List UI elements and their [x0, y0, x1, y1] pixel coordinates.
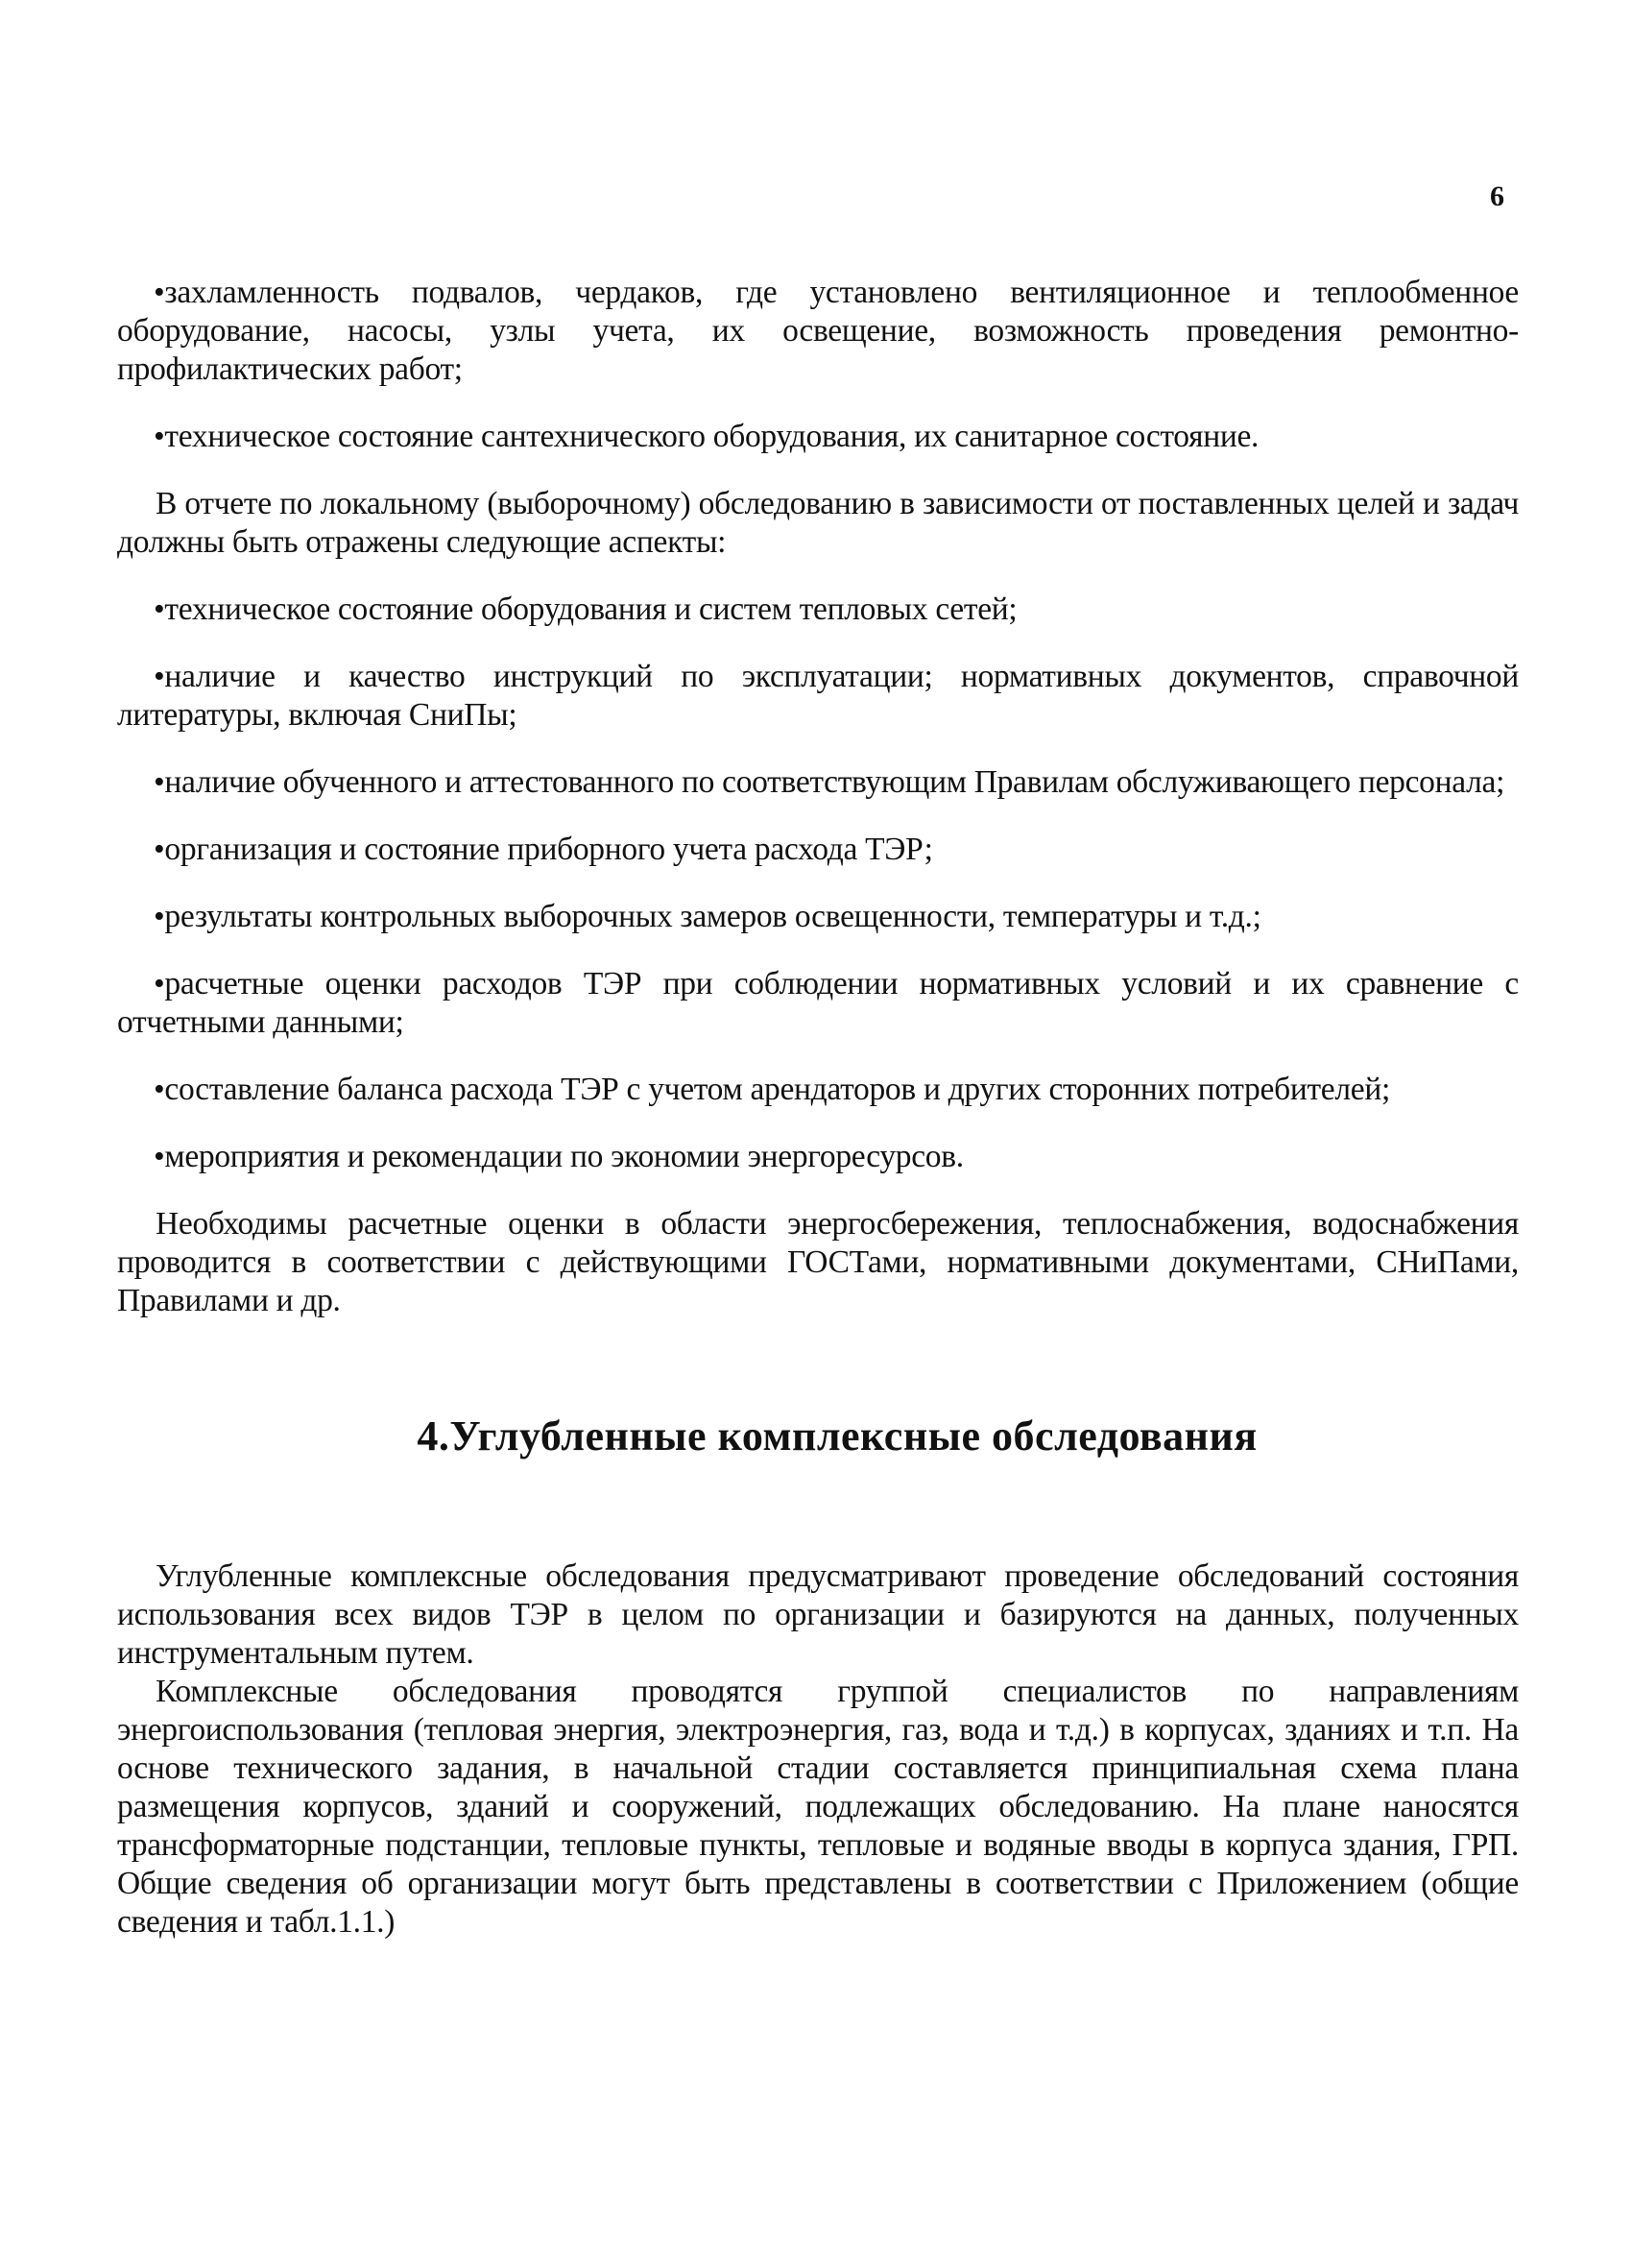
bullet-item: •расчетные оценки расходов ТЭР при соблюдении нормативных условий и их сравнение с отчетными данными;: [117, 966, 1519, 1040]
bullet-item: •техническое состояние оборудования и систем тепловых сетей;: [154, 591, 1018, 627]
bullet-item: •составление баланса расхода ТЭР с учетом арендаторов и других сторонних потребителей;: [154, 1072, 1390, 1107]
bullet-item: •организация и состояние приборного учета расхода ТЭР;: [154, 832, 933, 867]
section-paragraph: Комплексные обследования проводятся группой специалистов по направлениям энергоиспользования (тепловая энергия, электроэнергия, газ, вода и т.д.) в корпусах, зданиях и т.п. На основе технического задания, в начальной стадии составляется принципиальная схема плана размещения корпусов, зданий и сооружений, подлежащих обследованию. На плане наносятся трансформаторные подстанции, тепловые пункты, тепловые и водяные вводы в корпуса здания, ГРП. Общие сведения об организации могут быть представлены в соответствии с Приложением (общие сведения и табл.1.1.): [117, 1674, 1519, 1940]
bullet-item: •техническое состояние сантехнического оборудования, их санитарное состояние.: [154, 419, 1260, 454]
section-heading: 4.Углубленные комплексные обследования: [417, 1412, 1258, 1460]
bullet-item: •наличие обученного и аттестованного по соответствующим Правилам обслуживающего персонала;: [154, 764, 1505, 800]
bullet-item: •мероприятия и рекомендации по экономии энергоресурсов.: [154, 1139, 964, 1174]
page-number: 6: [1490, 181, 1504, 212]
bullet-item: •наличие и качество инструкций по эксплуатации; нормативных документов, справочной литературы, включая СниПы;: [117, 659, 1519, 733]
bullet-item: •захламленность подвалов, чердаков, где установлено вентиляционное и теплообменное оборудование, насосы, узлы учета, их освещение, возможность проведения ремонтно-профилактических работ;: [117, 275, 1519, 387]
section-paragraph: Углубленные комплексные обследования предусматривают проведение обследований состояния использования всех видов ТЭР в целом по организации и базируются на данных, полученных инструментальным путем.: [117, 1558, 1519, 1671]
bullet-item: •результаты контрольных выборочных замеров освещенности, температуры и т.д.;: [154, 899, 1261, 934]
document-body: [117, 274, 1519, 1942]
closing-paragraph: Необходимы расчетные оценки в области энергосбережения, теплоснабжения, водоснабжения проводится в соответствии с действующими ГОСТами, нормативными документами, СНиПами, Правилами и др.: [117, 1206, 1519, 1318]
intro-paragraph: В отчете по локальному (выборочному) обследованию в зависимости от поставленных целей и задач должны быть отражены следующие аспекты:: [117, 486, 1519, 560]
